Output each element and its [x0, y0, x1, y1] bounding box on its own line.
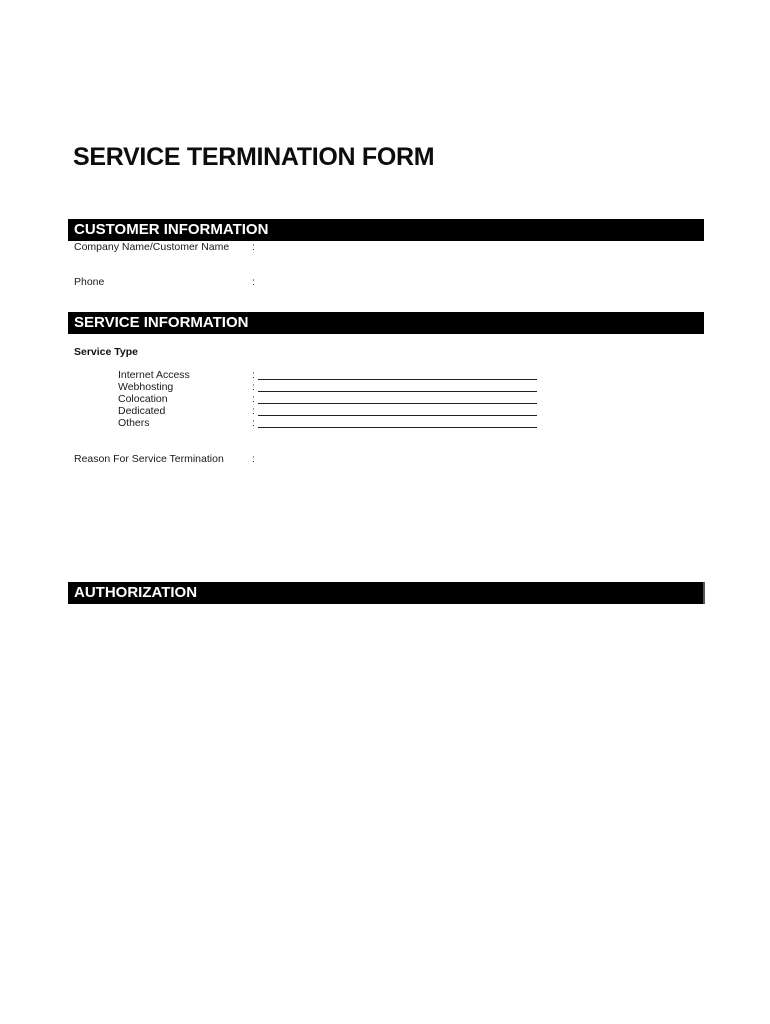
- reason-field[interactable]: [258, 464, 538, 565]
- customer-information-header: CUSTOMER INFORMATION: [68, 219, 704, 241]
- service-information-header: SERVICE INFORMATION: [68, 312, 704, 334]
- webhosting-field[interactable]: [258, 391, 537, 392]
- dedicated-field[interactable]: [258, 415, 537, 416]
- service-type-internet-access-label: Internet Access: [118, 369, 190, 381]
- authorization-header: AUTHORIZATION: [68, 582, 705, 604]
- internet-access-field[interactable]: [258, 379, 537, 380]
- service-type-others-label: Others: [118, 417, 150, 429]
- service-type-dedicated-label: Dedicated: [118, 405, 166, 417]
- service-type-webhosting-label: Webhosting: [118, 381, 174, 393]
- service-type-colocation-colon: :: [252, 393, 255, 405]
- service-type-colocation-label: Colocation: [118, 393, 168, 405]
- others-field[interactable]: [258, 427, 537, 428]
- service-type-dedicated-colon: :: [252, 405, 255, 417]
- service-type-internet-access-colon: :: [252, 369, 255, 381]
- company-name-colon: :: [252, 241, 255, 253]
- phone-colon: :: [252, 276, 255, 288]
- phone-field[interactable]: [258, 287, 538, 288]
- company-name-label: Company Name/Customer Name: [74, 241, 230, 253]
- reason-label: Reason For Service Termination: [74, 453, 224, 465]
- service-type-webhosting-colon: :: [252, 381, 255, 393]
- reason-colon: :: [252, 453, 255, 465]
- company-name-field[interactable]: [258, 252, 538, 253]
- form-title: SERVICE TERMINATION FORM: [73, 143, 435, 171]
- phone-label: Phone: [74, 276, 105, 288]
- service-type-label: Service Type: [74, 346, 139, 358]
- service-type-others-colon: :: [252, 417, 255, 429]
- colocation-field[interactable]: [258, 403, 537, 404]
